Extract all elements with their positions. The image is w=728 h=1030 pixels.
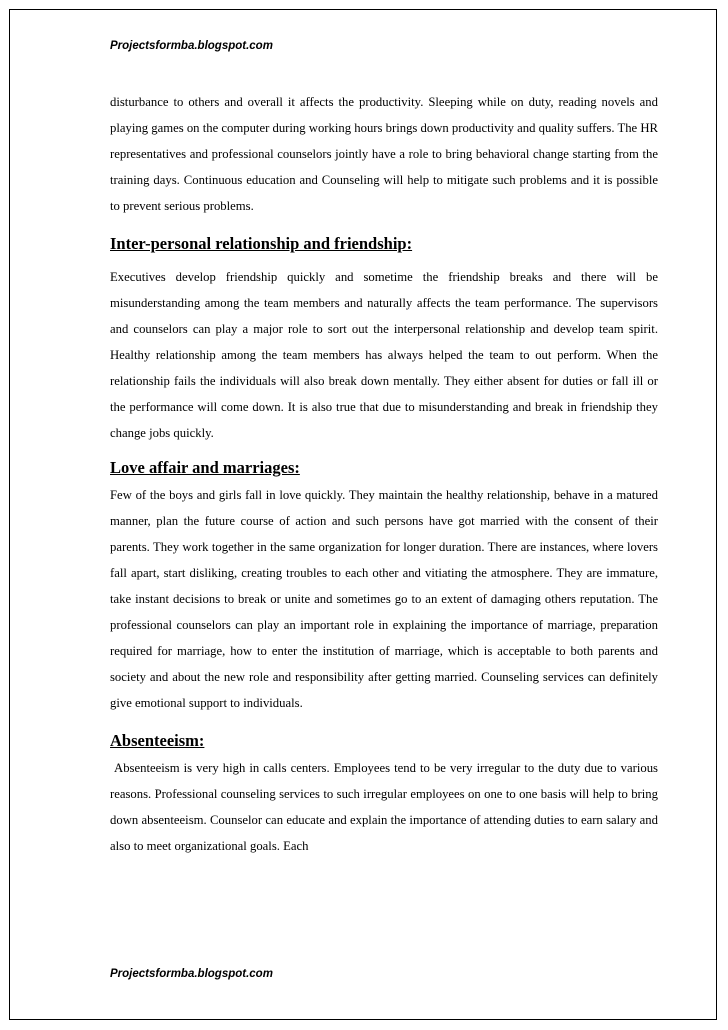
absenteeism-heading: Absenteeism: [110, 731, 205, 750]
page-footer: Projectsformba.blogspot.com [110, 968, 273, 980]
document-body [110, 89, 658, 859]
page-header: Projectsformba.blogspot.com [110, 40, 273, 52]
absenteeism-paragraph: Absenteeism is very high in calls centers. Employees tend to be very irregular to the duty due to various reasons. Professional counseling services to such irregular employees on one to one basis will help to bring down absenteeism. Counselor can educate and explain the importance of attending duties to earn salary and also to meet organizational goals. Each [110, 761, 658, 853]
intro-paragraph: disturbance to others and overall it affects the productivity. Sleeping while on duty, reading novels and playing games on the computer during working hours brings down productivity and quality suffers. The HR representatives and professional counselors jointly have a role to bring behavioral change starting from the training days. Continuous education and Counseling will help to mitigate such problems and it is possible to prevent serious problems. [110, 95, 658, 213]
love-affair-paragraph: Few of the boys and girls fall in love quickly. They maintain the healthy relationship, behave in a matured manner, plan the future course of action and such persons have got married with the consent of their parents. They work together in the same organization for longer duration. There are instances, where lovers fall apart, start disliking, creating troubles to each other and vitiating the atmosphere. They are immature, take instant decisions to break or unite and sometimes go to an extent of damaging others reputation. The professional counselors can play an important role in explaining the importance of marriage, preparation required for marriage, how to enter the institution of marriage, which is acceptable to both parents and society and about the new role and responsibility after getting married. Counseling services can definitely give emotional support to individuals. [110, 488, 658, 710]
love-affair-heading: Love affair and marriages: [110, 458, 300, 477]
relationship-paragraph: Executives develop friendship quickly and sometime the friendship breaks and there will be misunderstanding among the team members and naturally affects the team performance. The supervisors and counselors can play a major role to sort out the interpersonal relationship and develop team spirit. Healthy relationship among the team members has always helped the team to out perform. When the relationship fails the individuals will also break down mentally. They either absent for duties or fall ill or the performance will come down. It is also true that due to misunderstanding and break in friendship they change jobs quickly. [110, 270, 658, 440]
relationship-heading: Inter-personal relationship and friendship: [110, 234, 413, 253]
